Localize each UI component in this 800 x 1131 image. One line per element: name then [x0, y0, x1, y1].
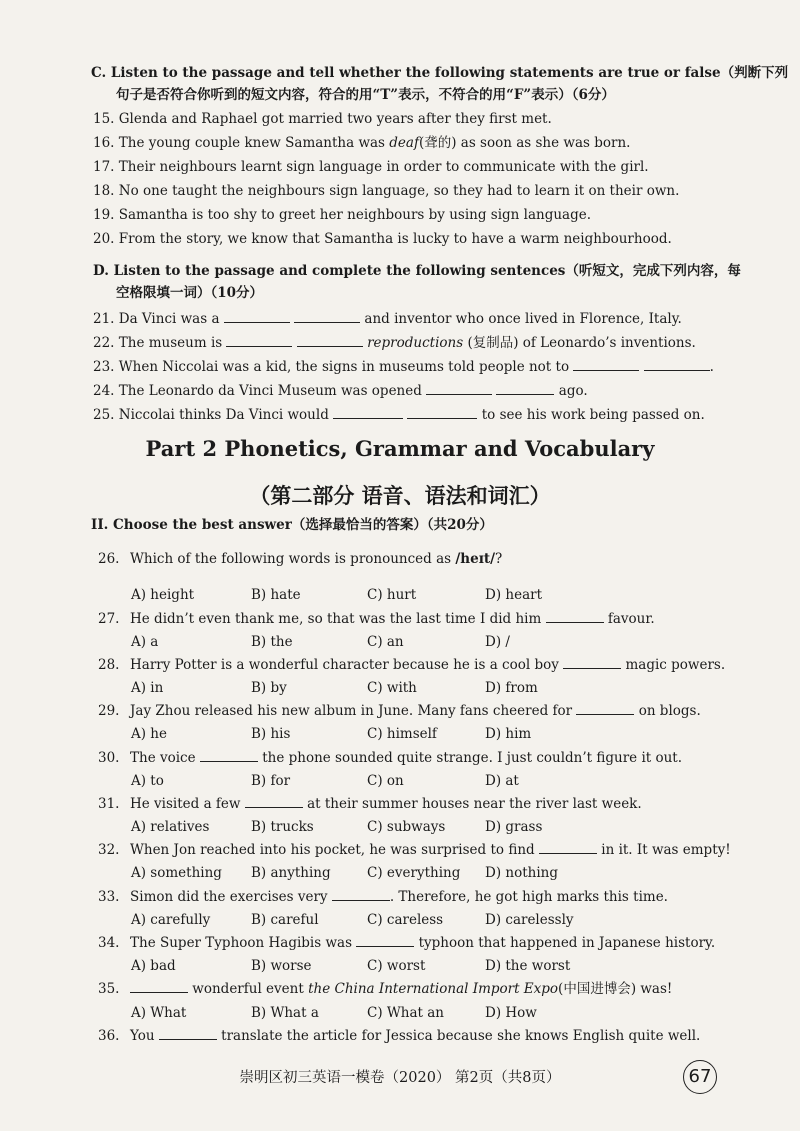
- part-2-title: Part 2 Phonetics, Grammar and Vocabulary: [145, 436, 655, 461]
- question-stem: You: [130, 1028, 155, 1044]
- statement-16-italic: deaf: [389, 135, 419, 151]
- question-25-text-b: to see his work being passed on.: [481, 407, 705, 423]
- question-stem: wonderful event: [192, 981, 304, 997]
- option-a[interactable]: A) height: [131, 587, 195, 603]
- section-d-heading-line2: 空格限填一词）（10分）: [116, 285, 264, 301]
- section-c-heading-line2: 句子是否符合你听到的短文内容，符合的用“T”表示，不符合的用“F”表示）（6分）: [116, 87, 615, 103]
- answer-blank[interactable]: [573, 358, 639, 371]
- question-number: 29.: [98, 703, 120, 719]
- option-b[interactable]: B) by: [251, 680, 287, 696]
- option-c[interactable]: C) worst: [367, 958, 426, 974]
- option-a[interactable]: A) relatives: [131, 819, 210, 835]
- question-35: [98, 980, 672, 998]
- question-stem-tail: . Therefore, he got high marks this time.: [389, 889, 668, 905]
- statement-16-text: 16. The young couple knew Samantha was: [93, 135, 385, 151]
- question-21-text-a: 21. Da Vinci was a: [93, 311, 220, 327]
- option-d[interactable]: D) at: [485, 773, 519, 789]
- option-d[interactable]: D) carelessly: [485, 912, 574, 928]
- option-a[interactable]: A) bad: [131, 958, 176, 974]
- option-c[interactable]: C) hurt: [367, 587, 417, 603]
- question-number: 35.: [98, 981, 120, 997]
- answer-blank[interactable]: [546, 610, 604, 623]
- option-c[interactable]: C) with: [367, 680, 417, 696]
- answer-blank[interactable]: [332, 888, 390, 901]
- question-33: [98, 888, 668, 906]
- answer-blank[interactable]: [130, 980, 188, 993]
- option-d[interactable]: D) him: [485, 726, 532, 742]
- question-number: 30.: [98, 750, 120, 766]
- answer-blank[interactable]: [333, 406, 403, 419]
- question-22-italic: reproductions: [367, 335, 464, 351]
- question-stem: Simon did the exercises very: [130, 889, 328, 905]
- question-stem: Jay Zhou released his new album in June. Many fans cheered for: [130, 703, 573, 719]
- question-23: [93, 358, 714, 376]
- options-34: [131, 957, 691, 975]
- answer-blank[interactable]: [297, 334, 363, 347]
- answer-blank[interactable]: [496, 382, 554, 395]
- option-c[interactable]: C) What an: [367, 1005, 444, 1021]
- question-22-text-b: (复制品) of Leonardo’s inventions.: [467, 335, 696, 351]
- statement-16-tail: (聋的) as soon as she was born.: [418, 135, 631, 151]
- question-35-italic: the China International Import Expo: [308, 981, 559, 997]
- answer-blank[interactable]: [294, 310, 360, 323]
- option-c[interactable]: C) everything: [367, 865, 461, 881]
- question-stem-tail: in it. It was empty!: [601, 842, 731, 858]
- options-26: [131, 586, 691, 604]
- option-b[interactable]: B) the: [251, 634, 293, 650]
- question-number: 34.: [98, 935, 120, 951]
- option-d[interactable]: D) the worst: [485, 958, 571, 974]
- question-30: [98, 749, 682, 767]
- option-d[interactable]: D) grass: [485, 819, 543, 835]
- page-number-badge: 67: [683, 1060, 717, 1094]
- question-21: [93, 310, 682, 328]
- question-stem-tail: magic powers.: [625, 657, 726, 673]
- options-32: [131, 864, 691, 882]
- question-31: [98, 795, 642, 813]
- statement-19: 19. Samantha is too shy to greet her neighbours by using sign language.: [93, 207, 592, 223]
- section-d-heading-line1: D. Listen to the passage and complete the following sentences（听短文，完成下列内容，每: [93, 263, 741, 279]
- option-b[interactable]: B) worse: [251, 958, 312, 974]
- question-stem: Which of the following words is pronounced as: [130, 551, 452, 567]
- phonetic-symbol: /heɪt/: [455, 551, 496, 567]
- option-d[interactable]: D) nothing: [485, 865, 558, 881]
- question-number: 27.: [98, 611, 120, 627]
- statement-16: [93, 134, 630, 152]
- option-d[interactable]: D) /: [485, 634, 510, 650]
- question-stem-tail: typhoon that happened in Japanese history.: [418, 935, 716, 951]
- question-stem: He didn’t even thank me, so that was the last time I did him: [130, 611, 542, 627]
- option-c[interactable]: C) himself: [367, 726, 437, 742]
- question-stem: When Jon reached into his pocket, he was surprised to find: [130, 842, 535, 858]
- question-29: [98, 702, 701, 720]
- answer-blank[interactable]: [224, 310, 290, 323]
- option-c[interactable]: C) subways: [367, 819, 446, 835]
- question-stem-tail: on blogs.: [638, 703, 701, 719]
- option-b[interactable]: B) for: [251, 773, 291, 789]
- question-36: [98, 1027, 700, 1045]
- statement-20: 20. From the story, we know that Samantha is lucky to have a warm neighbourhood.: [93, 231, 672, 247]
- question-32: [98, 841, 731, 859]
- question-stem-tail: favour.: [607, 611, 655, 627]
- question-28: [98, 656, 725, 674]
- options-29: [131, 725, 691, 743]
- option-b[interactable]: B) trucks: [251, 819, 314, 835]
- answer-blank[interactable]: [226, 334, 292, 347]
- question-number: 26.: [98, 551, 120, 567]
- question-stem: The voice: [130, 750, 196, 766]
- question-22: [93, 334, 696, 352]
- question-25-text-a: 25. Niccolai thinks Da Vinci would: [93, 407, 329, 423]
- question-number: 28.: [98, 657, 120, 673]
- option-a[interactable]: A) to: [131, 773, 164, 789]
- question-number: 31.: [98, 796, 120, 812]
- answer-blank[interactable]: [356, 934, 414, 947]
- answer-blank[interactable]: [644, 358, 710, 371]
- answer-blank[interactable]: [159, 1027, 217, 1040]
- statement-17: 17. Their neighbours learnt sign language in order to communicate with the girl.: [93, 159, 649, 175]
- answer-blank[interactable]: [539, 841, 597, 854]
- option-c[interactable]: C) on: [367, 773, 404, 789]
- question-stem-tail: ?: [495, 551, 503, 567]
- question-34: [98, 934, 715, 952]
- section-c-heading-line1: C. Listen to the passage and tell whether the following statements are true or false（判断下列: [91, 65, 789, 81]
- question-stem: Harry Potter is a wonderful character because he is a cool boy: [130, 657, 559, 673]
- option-a[interactable]: A) he: [131, 726, 167, 742]
- option-b[interactable]: B) his: [251, 726, 291, 742]
- option-a[interactable]: A) something: [131, 865, 222, 881]
- answer-blank[interactable]: [576, 702, 634, 715]
- option-b[interactable]: B) hate: [251, 587, 301, 603]
- option-a[interactable]: A) in: [131, 680, 164, 696]
- option-c[interactable]: C) careless: [367, 912, 444, 928]
- question-23-text-a: 23. When Niccolai was a kid, the signs in museums told people not to: [93, 359, 570, 375]
- options-30: [131, 772, 691, 790]
- question-stem-tail: at their summer houses near the river last week.: [307, 796, 642, 812]
- answer-blank[interactable]: [245, 795, 303, 808]
- question-22-text-a: 22. The museum is: [93, 335, 223, 351]
- question-24: [93, 382, 588, 400]
- question-25: [93, 406, 705, 424]
- option-b[interactable]: B) careful: [251, 912, 319, 928]
- options-27: [131, 633, 691, 651]
- question-23-text-b: .: [709, 359, 714, 375]
- option-a[interactable]: A) What: [131, 1005, 187, 1021]
- question-stem: The Super Typhoon Hagibis was: [130, 935, 352, 951]
- option-d[interactable]: D) from: [485, 680, 538, 696]
- part-2-subtitle: （第二部分 语音、语法和词汇）: [249, 483, 551, 508]
- answer-blank[interactable]: [426, 382, 492, 395]
- option-c[interactable]: C) an: [367, 634, 404, 650]
- options-28: [131, 679, 691, 697]
- option-a[interactable]: A) carefully: [131, 912, 211, 928]
- question-stem-tail: (中国进博会) was!: [558, 981, 673, 997]
- question-number: 32.: [98, 842, 120, 858]
- options-33: [131, 911, 691, 929]
- section-ii-heading: II. Choose the best answer（选择最恰当的答案）（共20分）: [91, 517, 493, 533]
- page-footer: 崇明区初三英语一模卷（2020） 第2页（共8页）: [239, 1070, 561, 1086]
- answer-blank[interactable]: [407, 406, 477, 419]
- options-35: [131, 1004, 691, 1022]
- option-d[interactable]: D) How: [485, 1005, 537, 1021]
- question-27: [98, 610, 655, 628]
- options-31: [131, 818, 691, 836]
- question-stem: He visited a few: [130, 796, 241, 812]
- question-21-text-b: and inventor who once lived in Florence, Italy.: [364, 311, 682, 327]
- answer-blank[interactable]: [563, 656, 621, 669]
- question-number: 36.: [98, 1028, 120, 1044]
- question-24-text-b: ago.: [558, 383, 588, 399]
- question-26: [98, 550, 502, 568]
- answer-blank[interactable]: [200, 749, 258, 762]
- question-number: 33.: [98, 889, 120, 905]
- statement-18: 18. No one taught the neighbours sign language, so they had to learn it on their own.: [93, 183, 680, 199]
- option-d[interactable]: D) heart: [485, 587, 542, 603]
- question-stem-tail: the phone sounded quite strange. I just couldn’t figure it out.: [262, 750, 683, 766]
- statement-15: 15. Glenda and Raphael got married two years after they first met.: [93, 111, 552, 127]
- question-24-text-a: 24. The Leonardo da Vinci Museum was opened: [93, 383, 422, 399]
- option-a[interactable]: A) a: [131, 634, 159, 650]
- option-b[interactable]: B) What a: [251, 1005, 319, 1021]
- question-stem-tail: translate the article for Jessica because she knows English quite well.: [221, 1028, 701, 1044]
- option-b[interactable]: B) anything: [251, 865, 331, 881]
